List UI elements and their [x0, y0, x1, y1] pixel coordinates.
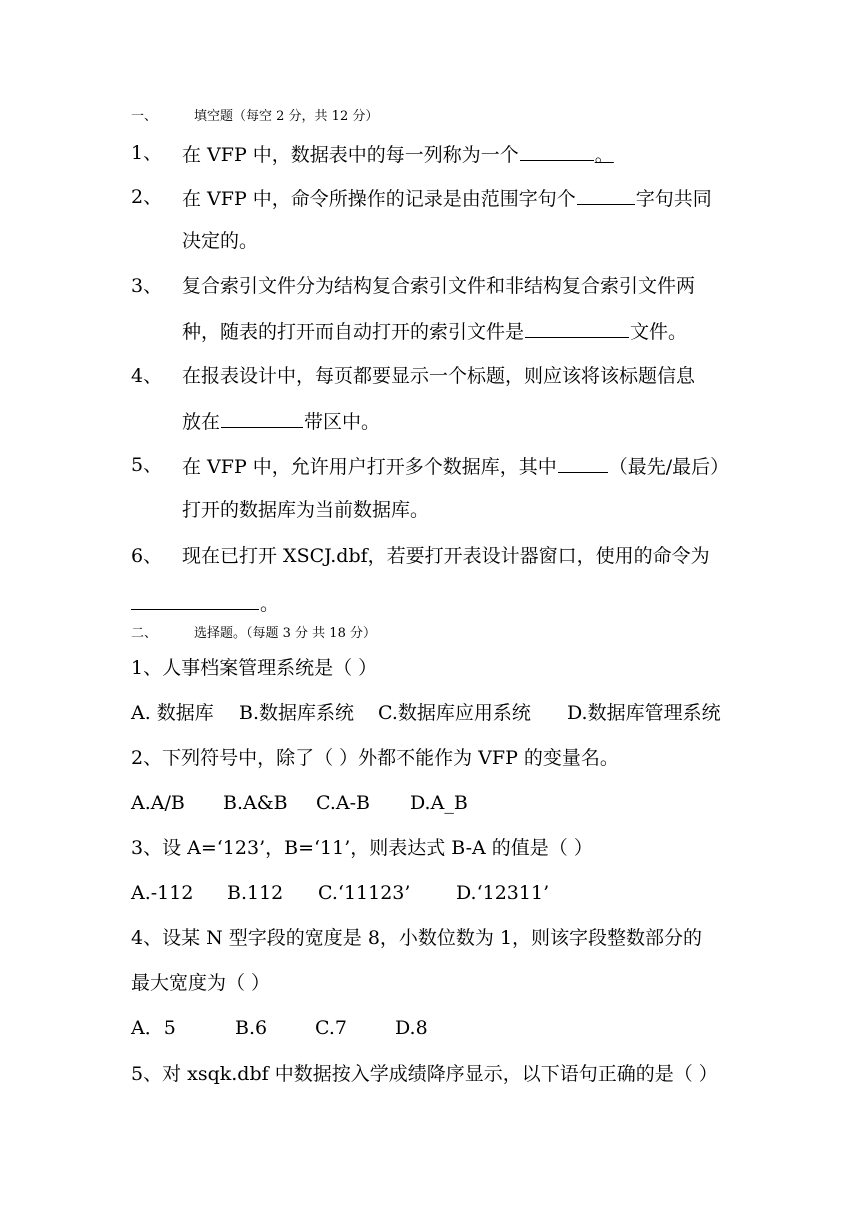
section1-heading-text: 填空题（每空 2 分，共 12 分）: [194, 109, 379, 124]
fill-question-2-line1: [182, 185, 712, 211]
option-c: C.7: [315, 1017, 347, 1039]
fill-question-4: [131, 364, 162, 388]
question-number: 1、: [131, 142, 163, 164]
choice-question-4-line2: 最大宽度为（ ）: [131, 972, 271, 994]
fill-question-3-line1: 复合索引文件分为结构复合索引文件和非结构复合索引文件两: [182, 275, 696, 297]
option-c: C.数据库应用系统: [378, 702, 531, 724]
choice-question-3: 3、设 A=‘123’，B=‘11’，则表达式 B-A 的值是（ ）: [131, 837, 593, 859]
answer-blank: [520, 141, 594, 161]
option-d: D.8: [395, 1017, 428, 1039]
section2-heading-number: 二、: [131, 626, 158, 641]
question-text-end: 。: [594, 144, 614, 166]
option-b: B.数据库系统: [239, 702, 355, 724]
question-text: 种，随表的打开而自动打开的索引文件是: [182, 321, 525, 343]
fill-question-6-line2: [131, 590, 279, 616]
option-c: C.‘11123’: [318, 882, 411, 904]
section1-heading-number: 一、: [131, 109, 158, 124]
question-text-end: （最先/最后）: [608, 456, 730, 478]
section1-heading: [131, 108, 379, 126]
question-number: 2、: [131, 186, 163, 208]
question-number: 5、: [131, 454, 163, 476]
question-text-end: 字句共同: [635, 188, 712, 210]
choice-question-1: 1、人事档案管理系统是（ ）: [131, 657, 378, 679]
question-number: 4、: [131, 365, 163, 387]
option-a: A．5: [131, 1017, 176, 1039]
choice-question-4-line1: 4、设某 N 型字段的宽度是 8，小数位数为 1，则该字段整数部分的: [131, 927, 703, 949]
question-text-end: 文件。: [630, 321, 688, 343]
option-a: A.-112: [131, 882, 194, 904]
answer-blank: [525, 318, 629, 338]
fill-question-6-line1: 现在已打开 XSCJ.dbf，若要打开表设计器窗口，使用的命令为: [182, 545, 710, 567]
choice-question-2: 2、下列符号中，除了（ ）外都不能作为 VFP 的变量名。: [131, 747, 619, 769]
fill-question-5: [131, 453, 162, 477]
question-number: 6、: [131, 545, 163, 567]
question-text: 放在: [182, 411, 221, 433]
option-c: C.A-B: [316, 792, 371, 814]
fill-question-1-text: [182, 141, 614, 167]
choice-question-5: 5、对 xsqk.dbf 中数据按入学成绩降序显示，以下语句正确的是（ ）: [131, 1063, 718, 1085]
option-d: D.数据库管理系统: [567, 702, 721, 724]
answer-blank: [577, 185, 635, 205]
fill-question-3-line2: [182, 318, 687, 344]
question-number: 3、: [131, 275, 163, 297]
question-text: 在 VFP 中，数据表中的每一列称为一个: [182, 144, 519, 166]
section2-heading-text: 选择题。（每题 3 分 共 18 分）: [194, 626, 376, 641]
question-text: 在 VFP 中，命令所操作的记录是由范围字句个: [182, 188, 576, 210]
fill-question-2-line2: 决定的。: [182, 230, 259, 252]
question-text: 在 VFP 中，允许用户打开多个数据库，其中: [182, 456, 557, 478]
question-text-end: 。: [260, 593, 280, 615]
question-text-end: 带区中。: [304, 411, 381, 433]
fill-question-1: [131, 141, 162, 165]
fill-question-2: [131, 185, 162, 209]
answer-blank: [558, 453, 608, 473]
fill-question-5-line2: 打开的数据库为当前数据库。: [182, 499, 430, 521]
option-a: A. 数据库: [131, 702, 214, 724]
option-b: B.112: [227, 882, 284, 904]
option-d: D.A_B: [410, 792, 468, 814]
option-d: D.‘12311’: [456, 882, 550, 904]
fill-question-5-line1: [182, 453, 729, 479]
option-b: B.6: [235, 1017, 268, 1039]
option-a: A.A/B: [131, 792, 185, 814]
answer-blank: [221, 408, 303, 428]
answer-blank: [131, 590, 259, 610]
fill-question-6: [131, 544, 162, 568]
fill-question-4-line1: 在报表设计中，每页都要显示一个标题，则应该将该标题信息: [182, 365, 696, 387]
fill-question-4-line2: [182, 408, 380, 434]
section2-heading: [131, 625, 376, 643]
fill-question-3: [131, 274, 162, 298]
option-b: B.A&B: [223, 792, 288, 814]
